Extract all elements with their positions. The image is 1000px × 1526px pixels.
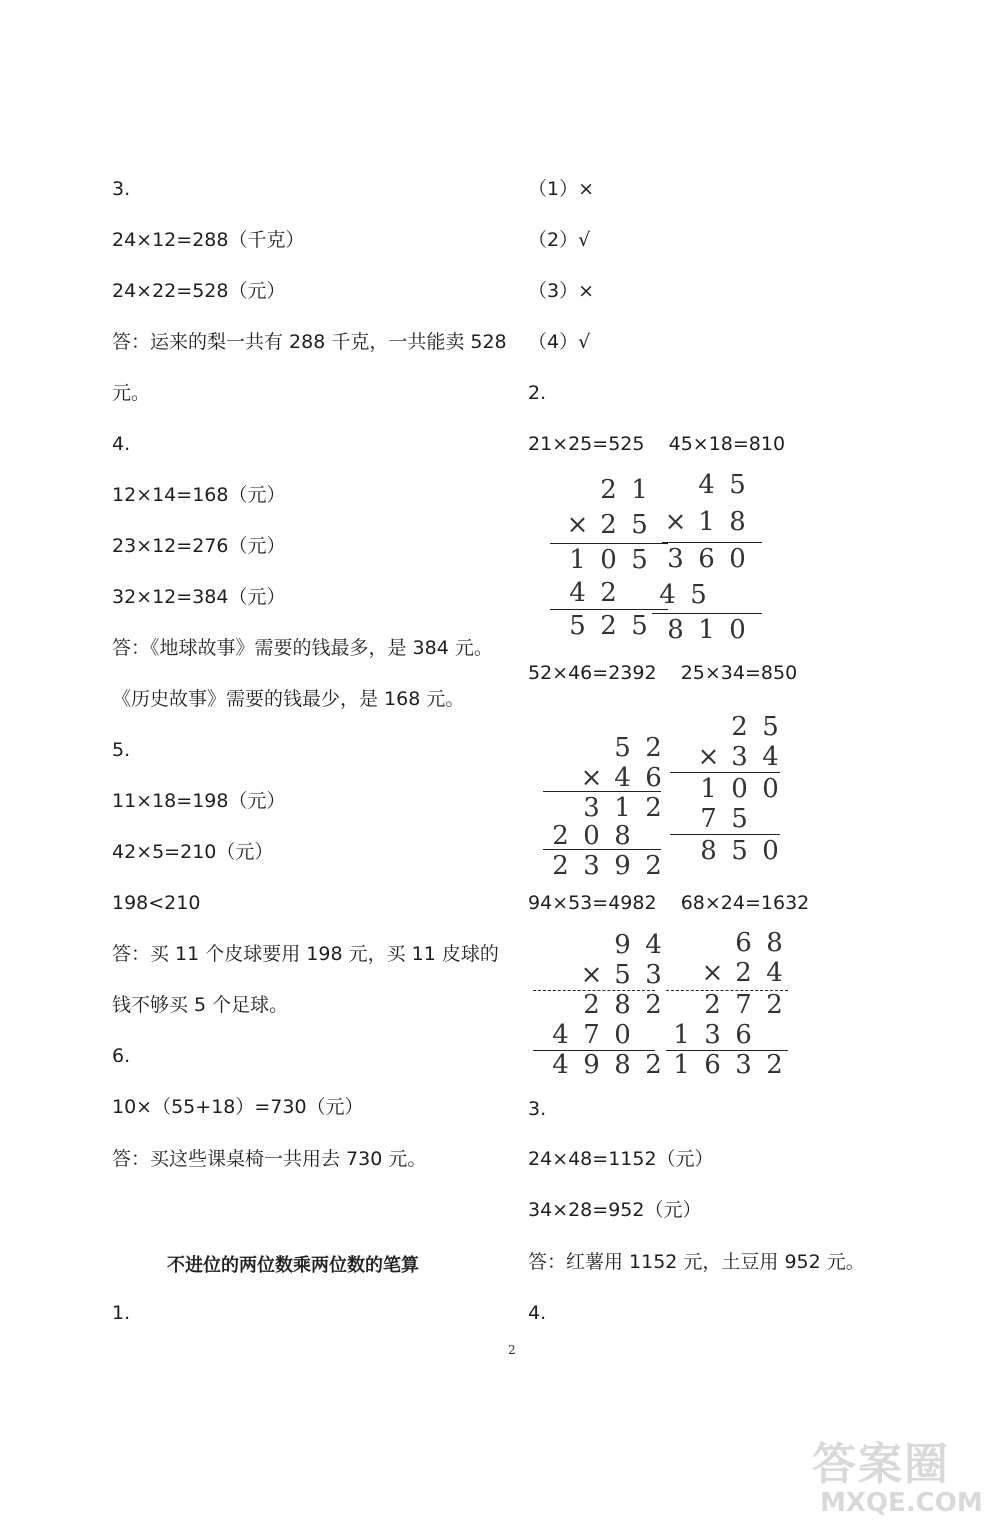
equation: 32×12=384（元） <box>112 586 286 608</box>
multiplicand: 9 4 <box>614 930 662 960</box>
calc-rule <box>550 609 668 610</box>
judgement-item: （3）× <box>528 280 595 302</box>
answer-sentence: 《历史故事》需要的钱最少，是 168 元。 <box>112 688 465 710</box>
answer-sentence: 答：红薯用 1152 元，土豆用 952 元。 <box>528 1251 865 1273</box>
multiplier: × 4 6 <box>580 763 662 793</box>
product: 8 5 0 <box>700 836 779 866</box>
vertical-calc-45x18 <box>656 470 781 650</box>
equation: 10×（55+18）=730（元） <box>112 1096 364 1118</box>
partial-product: 1 0 0 <box>700 774 779 804</box>
multiplicand: 5 2 <box>614 733 662 763</box>
partial-product: 4 5 <box>659 580 707 610</box>
equation: 23×12=276（元） <box>112 535 286 557</box>
product: 4 9 8 2 <box>552 1050 662 1080</box>
partial-product: 2 0 8 <box>552 821 631 851</box>
judgement-item: （1）× <box>528 178 595 200</box>
vertical-calc-68x24 <box>666 928 796 1080</box>
comparison: 198<210 <box>112 892 201 914</box>
multiplicand: 4 5 <box>698 470 746 500</box>
watermark-url: MXQE.COM <box>820 1488 983 1518</box>
question-number: 6. <box>112 1045 131 1067</box>
page-number: 2 <box>508 1343 516 1357</box>
partial-product: 4 2 <box>569 578 617 608</box>
answer-sentence: 答：买 11 个皮球要用 198 元，买 11 皮球的 <box>112 943 499 965</box>
equation: 42×5=210（元） <box>112 841 274 863</box>
product: 2 3 9 2 <box>552 851 662 881</box>
equation-row: 94×53=4982 68×24=1632 <box>528 892 810 914</box>
calc-rule <box>662 542 762 543</box>
question-number: 4. <box>528 1302 547 1324</box>
multiplier: × 3 4 <box>697 742 779 772</box>
calc-rule <box>670 834 780 835</box>
question-number: 4. <box>112 433 131 455</box>
multiplicand: 6 8 <box>735 928 783 958</box>
question-number: 2. <box>528 382 547 404</box>
judgement-item: （2）√ <box>528 229 591 251</box>
calc-rule <box>670 772 780 773</box>
judgement-item: （4）√ <box>528 331 591 353</box>
equation-row: 52×46=2392 25×34=850 <box>528 662 798 684</box>
vertical-calc-25x34 <box>670 712 790 872</box>
product: 5 2 5 <box>569 611 648 641</box>
calc-rule <box>652 613 762 614</box>
partial-product: 2 8 2 <box>583 990 662 1020</box>
answer-sentence: 答：《地球故事》需要的钱最多，是 384 元。 <box>112 637 493 659</box>
calc-rule <box>550 543 668 544</box>
multiplier: × 2 5 <box>566 510 648 540</box>
question-number: 1. <box>112 1302 131 1324</box>
section-title: 不进位的两位数乘两位数的笔算 <box>167 1255 419 1276</box>
question-number: 5. <box>112 739 131 761</box>
equation: 12×14=168（元） <box>112 484 286 506</box>
equation: 34×28=952（元） <box>528 1199 702 1221</box>
partial-product: 3 1 2 <box>583 793 662 823</box>
calc-rule <box>543 849 661 850</box>
watermark-logo <box>808 1428 984 1524</box>
calc-rule <box>543 791 661 792</box>
question-number: 3. <box>528 1098 547 1120</box>
product: 8 1 0 <box>667 615 746 645</box>
equation: 24×48=1152（元） <box>528 1148 714 1170</box>
answer-sentence: 答：运来的梨一共有 288 千克，一共能卖 528 <box>112 331 507 353</box>
vertical-calc-21x25 <box>550 475 670 645</box>
equation: 24×12=288（千克） <box>112 229 305 251</box>
equation-row: 21×25=525 45×18=810 <box>528 433 786 455</box>
answer-sentence: 元。 <box>112 382 151 404</box>
product: 1 6 3 2 <box>673 1050 783 1080</box>
answer-sentence: 答：买这些课桌椅一共用去 730 元。 <box>112 1148 427 1170</box>
partial-product: 2 7 2 <box>704 990 783 1020</box>
partial-product: 1 3 6 <box>673 1020 752 1050</box>
multiplicand: 2 5 <box>731 712 779 742</box>
equation: 11×18=198（元） <box>112 790 286 812</box>
multiplier: × 1 8 <box>664 507 746 537</box>
vertical-calc-94x53 <box>533 930 683 1080</box>
partial-product: 7 5 <box>700 804 748 834</box>
equation: 24×22=528（元） <box>112 280 286 302</box>
watermark-text: 答案圈 <box>812 1439 950 1490</box>
question-number: 3. <box>112 178 131 200</box>
partial-product: 3 6 0 <box>667 544 746 574</box>
partial-product: 1 0 5 <box>569 545 648 575</box>
multiplicand: 2 1 <box>600 475 648 505</box>
multiplier: × 2 4 <box>701 958 783 988</box>
answer-sentence: 钱不够买 5 个足球。 <box>112 994 289 1016</box>
multiplier: × 5 3 <box>580 960 662 990</box>
partial-product: 4 7 0 <box>552 1020 631 1050</box>
